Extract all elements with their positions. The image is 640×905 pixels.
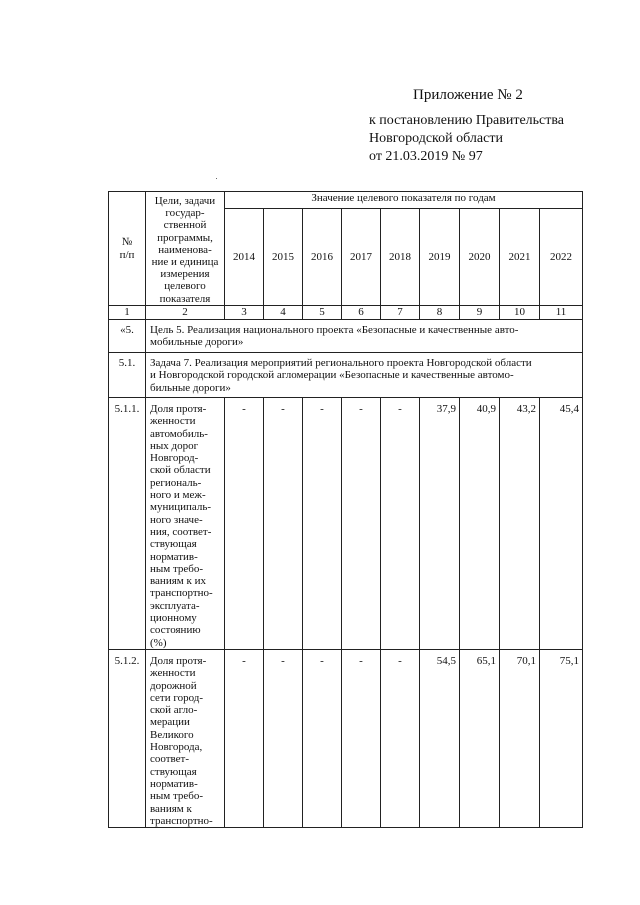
task-text: Задача 7. Реализация мероприятий регионального проекта Новгородской области и Новгородской городской агломерации «Безопасные и качественные автомо- бильные дороги» — [146, 353, 583, 398]
indicator-value: 37,9 — [420, 398, 460, 650]
indicator-value: - — [303, 398, 342, 650]
task-number: 5.1. — [109, 353, 146, 398]
indicator-value: - — [381, 398, 420, 650]
column-number: 9 — [460, 306, 500, 320]
indicator-number: 5.1.1. — [109, 398, 146, 650]
indicator-value: - — [264, 398, 303, 650]
goal-row — [109, 320, 583, 353]
task-row — [109, 353, 583, 398]
column-number: 7 — [381, 306, 420, 320]
resolution-line-3: от 21.03.2019 № 97 — [369, 149, 483, 164]
header-row-1 — [109, 192, 583, 209]
indicator-value: 43,2 — [500, 398, 540, 650]
indicator-value: 45,4 — [540, 398, 583, 650]
year-header: 2018 — [381, 209, 420, 306]
appendix-title: Приложение № 2 — [413, 87, 523, 103]
resolution-line-2: Новгородской области — [369, 131, 503, 146]
column-number: 6 — [342, 306, 381, 320]
indicator-number: 5.1.2. — [109, 649, 146, 827]
column-number: 8 — [420, 306, 460, 320]
col-num-header: № п/п — [109, 192, 146, 306]
indicator-value: 75,1 — [540, 649, 583, 827]
goal-text: Цель 5. Реализация национального проекта «Безопасные и качественные авто- мобильные дороги» — [146, 320, 583, 353]
column-number-row — [109, 306, 583, 320]
year-header: 2016 — [303, 209, 342, 306]
year-header: 2017 — [342, 209, 381, 306]
indicator-label: Доля протя- женности дорожной сети город- ской агло- мерации Великого Новгорода, соответ- ствующая норматив- ным требо- ваниям к транспортно- — [146, 649, 225, 827]
indicator-label: Доля протя- женности автомобиль- ных дорог Новгород- ской области региональ- ного и меж- муниципаль- ного значе- ния, соответ- ствующая норматив- ным требо- ваниям к их транспортно- эксплуата- ционному состоянию (%) — [146, 398, 225, 650]
column-number: 10 — [500, 306, 540, 320]
indicator-value: - — [303, 649, 342, 827]
indicator-value: - — [342, 649, 381, 827]
indicator-value: 54,5 — [420, 649, 460, 827]
column-number: 2 — [146, 306, 225, 320]
year-header: 2019 — [420, 209, 460, 306]
scan-speck — [216, 178, 217, 179]
indicator-value: 65,1 — [460, 649, 500, 827]
column-number: 5 — [303, 306, 342, 320]
column-number: 3 — [225, 306, 264, 320]
indicator-value: - — [225, 649, 264, 827]
col-goal-header: Цели, задачи государ- ственной программы, наименова- ние и единица измерения целевого показателя — [146, 192, 225, 306]
column-number: 1 — [109, 306, 146, 320]
indicator-value: - — [342, 398, 381, 650]
column-number: 4 — [264, 306, 303, 320]
indicator-value: - — [381, 649, 420, 827]
indicator-value: 40,9 — [460, 398, 500, 650]
year-header: 2022 — [540, 209, 583, 306]
year-header: 2020 — [460, 209, 500, 306]
column-number: 11 — [540, 306, 583, 320]
indicator-row — [109, 649, 583, 827]
indicator-value: - — [225, 398, 264, 650]
indicator-value: 70,1 — [500, 649, 540, 827]
resolution-reference — [369, 111, 564, 165]
year-header: 2014 — [225, 209, 264, 306]
values-header: Значение целевого показателя по годам — [225, 192, 583, 209]
indicator-value: - — [264, 649, 303, 827]
indicator-row — [109, 398, 583, 650]
year-header: 2015 — [264, 209, 303, 306]
goal-number: «5. — [109, 320, 146, 353]
indicators-table — [108, 191, 583, 828]
year-header: 2021 — [500, 209, 540, 306]
resolution-line-1: к постановлению Правительства — [369, 113, 565, 128]
